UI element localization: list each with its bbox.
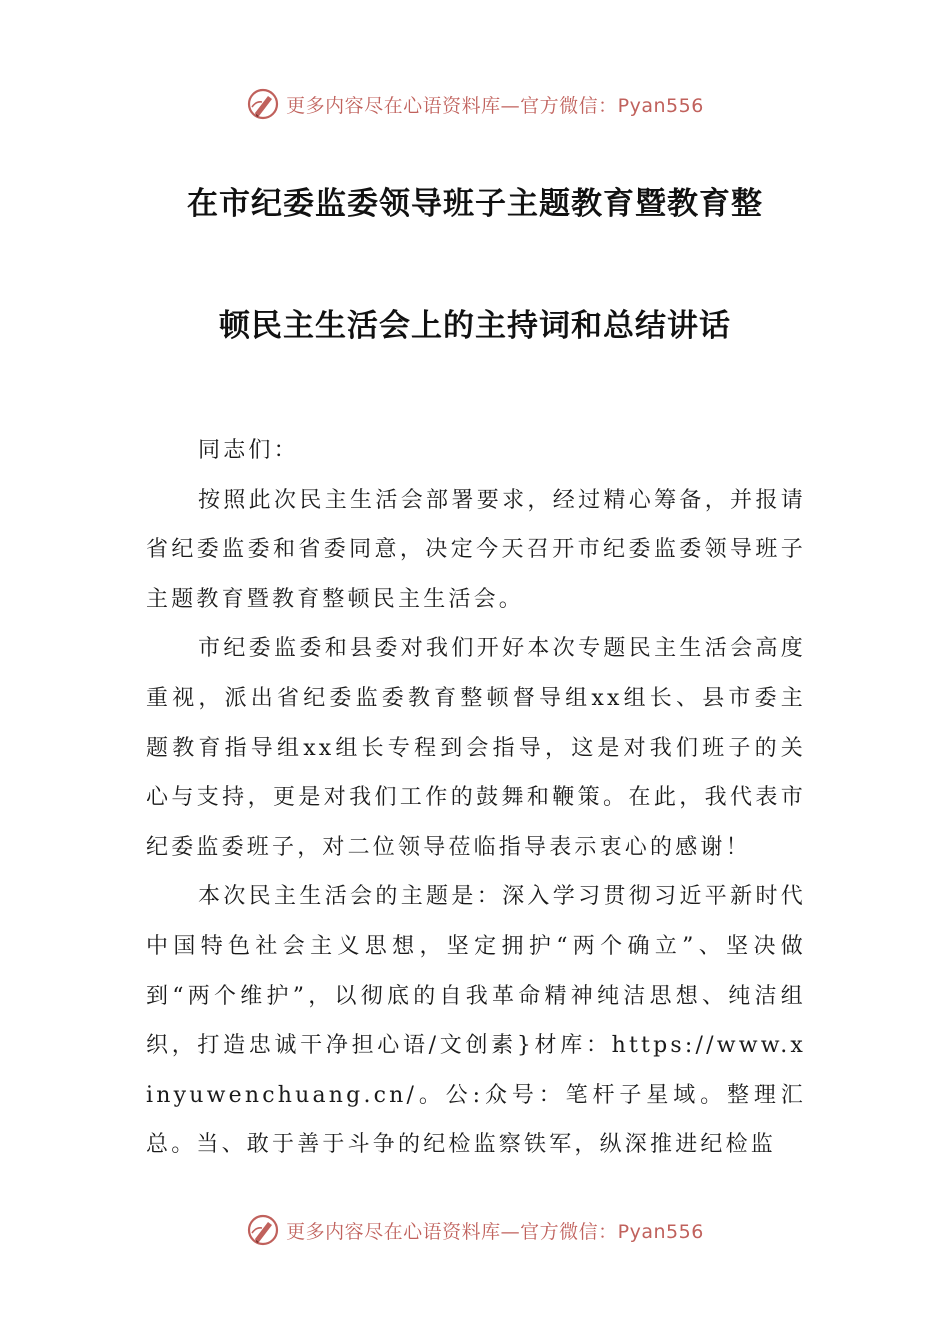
document-body (146, 426, 806, 1170)
watermark-account: Pyan556 (617, 94, 704, 117)
greeting: 同志们： (198, 438, 299, 463)
watermark-footer (0, 1210, 950, 1250)
document-title-line-1: 在市纪委监委领导班子主题教育暨教育整 (187, 186, 763, 222)
watermark-header (0, 84, 950, 124)
pen-logo-icon (246, 87, 280, 121)
watermark-text: 更多内容尽在心语资料库—官方微信：Pyan556 (286, 1220, 704, 1243)
pen-logo-icon (246, 1213, 280, 1247)
paragraph-3: 本次民主生活会的主题是：深入学习贯彻习近平新时代中国特色社会主义思想，坚定拥护“两个确立”、坚决做到“两个维护”，以彻底的自我革命精神纯洁思想、纯洁组织，打造忠诚干净担心语/文创素}材库：https://www.xinyuwenchuang.cn/。公:众号：笔杆子星域。整理汇总。当、敢于善于斗争的纪检监察铁军，纵深推进纪检监 (146, 884, 806, 1158)
document-title-line-2: 顿民主生活会上的主持词和总结讲话 (219, 308, 731, 344)
paragraph-2: 市纪委监委和县委对我们开好本次专题民主生活会高度重视，派出省纪委监委教育整顿督导组xx组长、县市委主题教育指导组xx组长专程到会指导，这是对我们班子的关心与支持，更是对我们工作的鼓舞和鞭策。在此，我代表市纪委监委班子，对二位领导莅临指导表示衷心的感谢！ (146, 636, 806, 860)
watermark-account: Pyan556 (617, 1220, 704, 1243)
watermark-text: 更多内容尽在心语资料库—官方微信：Pyan556 (286, 94, 704, 117)
paragraph-1: 按照此次民主生活会部署要求，经过精心筹备，并报请省纪委监委和省委同意，决定今天召开市纪委监委领导班子主题教育暨教育整顿民主生活会。 (146, 487, 806, 612)
